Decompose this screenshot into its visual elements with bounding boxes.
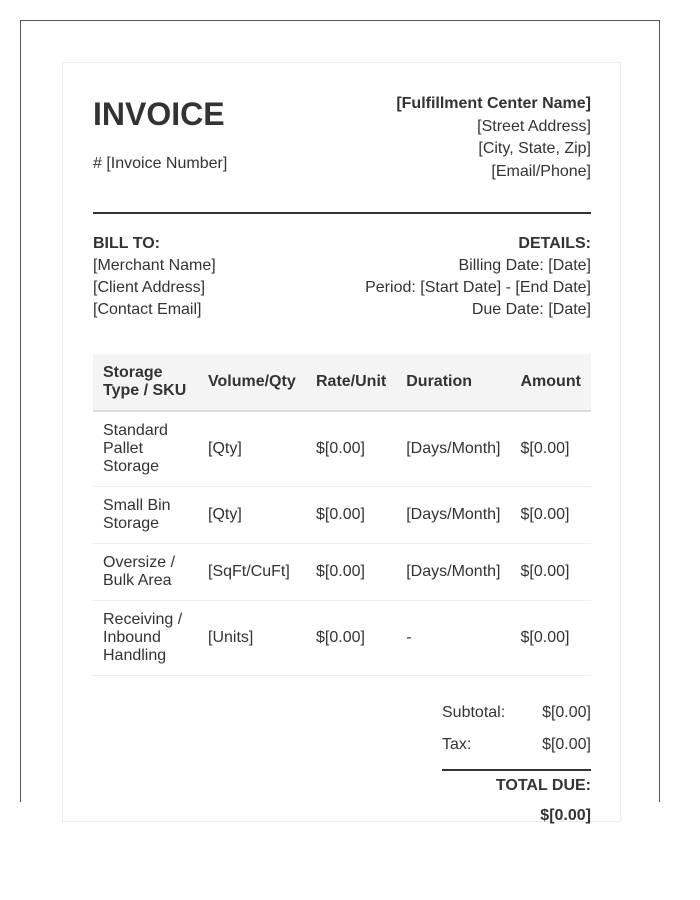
tax-row [442,729,591,761]
cell-storage-type: Small Bin Storage [93,487,198,544]
cell-rate: $[0.00] [306,411,396,487]
invoice-title: INVOICE [93,96,225,132]
table-row [93,544,591,601]
total-due: TOTAL DUE: $[0.00] [442,769,591,801]
details-block [365,233,591,321]
column-header-storage-type: Storage Type / SKU [93,354,198,411]
due-date: Due Date: [Date] [471,301,591,318]
cell-volume: [Qty] [198,487,306,544]
table-header-row [93,354,591,411]
contact-email: [Contact Email] [93,301,202,318]
bill-to-block [93,233,216,321]
client-address: [Client Address] [93,279,206,296]
cell-rate: $[0.00] [306,544,396,601]
document-viewport [20,20,660,824]
line-items-table [93,354,591,676]
cell-rate: $[0.00] [306,601,396,676]
cell-amount: $[0.00] [511,544,592,601]
details-label: DETAILS: [518,235,591,252]
subtotal-label: Subtotal: [442,704,506,721]
cell-duration: - [396,601,510,676]
invoice-header [93,63,591,212]
header-divider [93,212,591,214]
billing-period: Period: [Start Date] - [End Date] [365,279,591,296]
table-row [93,411,591,487]
invoice-card [62,62,621,822]
company-city: [City, State, Zip] [478,140,591,157]
cell-volume: [Units] [198,601,306,676]
cell-storage-type: Receiving / Inbound Handling [93,601,198,676]
company-street: [Street Address] [477,117,591,135]
totals-section [442,697,591,824]
column-header-rate: Rate/Unit [306,354,396,411]
cell-volume: [Qty] [198,411,306,487]
company-name: [Fulfillment Center Name] [396,95,591,112]
invoice-content [93,63,591,824]
table-row [93,601,591,676]
cell-duration: [Days/Month] [396,544,510,601]
column-header-duration: Duration [396,354,510,411]
invoice-number: # [Invoice Number] [93,155,228,172]
cell-storage-type: Oversize / Bulk Area [93,544,198,601]
cell-amount: $[0.00] [511,487,592,544]
column-header-amount: Amount [511,354,592,411]
subtotal-value: $[0.00] [542,704,591,721]
table-row [93,487,591,544]
subtotal-row [442,697,591,729]
tax-label: Tax: [442,736,472,753]
bill-to-label: BILL TO: [93,235,160,252]
cell-storage-type: Standard Pallet Storage [93,411,198,487]
cell-duration: [Days/Month] [396,411,510,487]
tax-value: $[0.00] [542,736,591,753]
column-header-volume: Volume/Qty [198,354,306,411]
billing-date: Billing Date: [Date] [458,257,591,274]
company-info [396,93,591,183]
merchant-name: [Merchant Name] [93,257,216,274]
cell-amount: $[0.00] [511,411,592,487]
cell-duration: [Days/Month] [396,487,510,544]
cell-rate: $[0.00] [306,487,396,544]
company-contact: [Email/Phone] [491,162,591,180]
cell-amount: $[0.00] [511,601,592,676]
cell-volume: [SqFt/CuFt] [198,544,306,601]
